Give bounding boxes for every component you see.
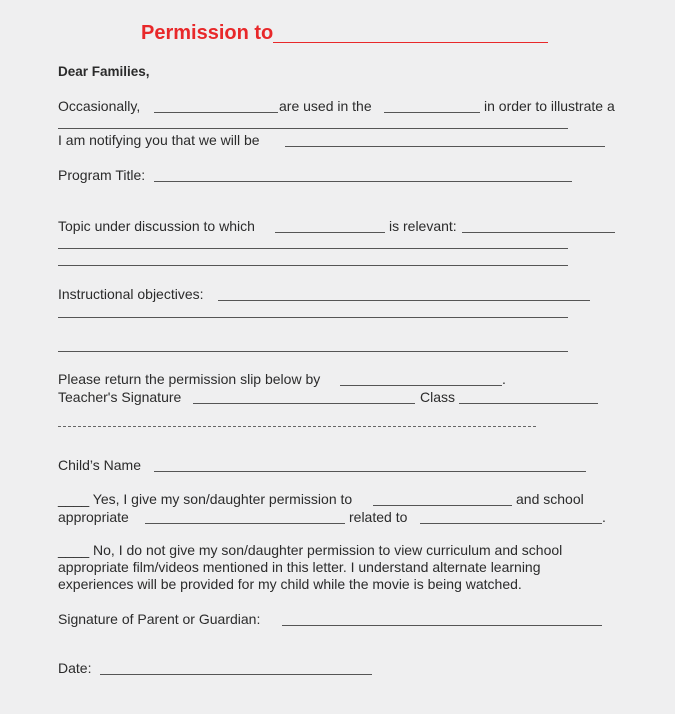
blank-line	[58, 265, 568, 266]
cut-line	[58, 426, 536, 427]
no-option-line-3: experiences will be provided for my child while the movie is being watched.	[58, 576, 522, 592]
return-slip-period: .	[502, 371, 506, 387]
title-blank-line	[273, 42, 548, 43]
blank-line	[100, 674, 372, 675]
blank-line	[193, 403, 415, 404]
class-label: Class	[420, 389, 456, 405]
blank-line	[282, 625, 602, 626]
related-to-label: related to	[349, 509, 408, 525]
no-option-line-1: ____ No, I do not give my son/daughter permission to view curriculum and school	[58, 542, 563, 558]
program-title-label: Program Title:	[58, 167, 146, 183]
blank-line	[154, 181, 572, 182]
yes-period: .	[602, 509, 606, 525]
no-option-line-2: appropriate film/videos mentioned in this letter. I understand alternate learning	[58, 559, 541, 575]
blank-line	[218, 300, 590, 301]
form-title: Permission to	[141, 22, 274, 44]
return-slip-label: Please return the permission slip below by	[58, 371, 321, 387]
child-name-label: Child’s Name	[58, 457, 141, 473]
illustrate-label: in order to illustrate a	[484, 98, 615, 114]
yes-option-text: ____ Yes, I give my son/daughter permission to	[58, 491, 353, 507]
objectives-label: Instructional objectives:	[58, 286, 204, 302]
topic-label: Topic under discussion to which	[58, 218, 255, 234]
occasionally-label: Occasionally,	[58, 98, 141, 114]
blank-line	[275, 232, 385, 233]
blank-line	[285, 146, 605, 147]
blank-line	[58, 351, 568, 352]
blank-line	[154, 471, 586, 472]
relevant-label: is relevant:	[389, 218, 457, 234]
blank-line	[145, 523, 345, 524]
blank-line	[58, 248, 568, 249]
blank-line	[462, 232, 615, 233]
blank-line	[58, 128, 568, 129]
blank-line	[459, 403, 598, 404]
blank-line	[154, 112, 278, 113]
and-school-label: and school	[516, 491, 584, 507]
notify-label: I am notifying you that we will be	[58, 132, 260, 148]
salutation: Dear Families,	[58, 64, 150, 79]
parent-signature-label: Signature of Parent or Guardian:	[58, 611, 261, 627]
date-label: Date:	[58, 660, 92, 676]
blank-line	[373, 505, 512, 506]
blank-line	[340, 385, 502, 386]
appropriate-label: appropriate	[58, 509, 129, 525]
teacher-signature-label: Teacher's Signature	[58, 389, 182, 405]
blank-line	[420, 523, 602, 524]
used-label: are used in the	[279, 98, 372, 114]
blank-line	[58, 317, 568, 318]
blank-line	[384, 112, 480, 113]
